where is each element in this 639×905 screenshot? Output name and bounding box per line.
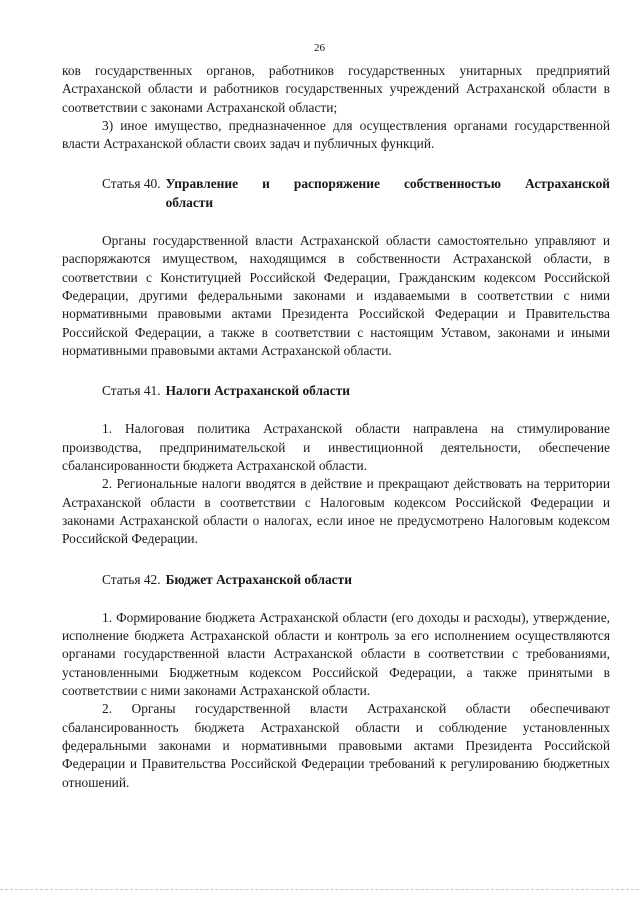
- article-41-title: Налоги Астраханской области: [165, 383, 350, 399]
- article-42-paragraph-2: 2. Органы государственной власти Астраханской области обеспечивают сбалансированность бюджета Астраханской области и соблюдение установленных федеральными законами и нормативными правовыми актами Президента Российской Федерации и Правительства Российской Федерации требований к регулированию бюджетных отношений.: [62, 701, 610, 790]
- article-42-title: Бюджет Астраханской области: [165, 571, 352, 587]
- article-41-label: Статья 41.: [102, 383, 161, 399]
- article-40-title-line2: области: [165, 194, 214, 210]
- article-40-title: [166, 175, 610, 212]
- article-41-heading: [62, 382, 610, 400]
- page-bottom-rule: [0, 889, 639, 890]
- article-42-heading: [62, 571, 610, 589]
- article-41-paragraph-1: 1. Налоговая политика Астраханской области направлена на стимулирование производства, предпринимательской и инвестиционной деятельности, обеспечение сбалансированности бюджета Астраханской области.: [62, 421, 610, 474]
- article-40-paragraph: Органы государственной власти Астраханской области самостоятельно управляют и распоряжаются имуществом, находящимся в собственности Астраханской области, в соответствии с Конституцией Российской Федерации, Гражданским кодексом Российской Федерации, другими федеральными законами и издаваемыми в соответствии с ними нормативными правовыми актами Президента Российской Федерации и Правительства Российской Федерации, а также в соответствии с настоящим Уставом, законами и иными нормативными правовыми актами Астраханской области.: [62, 233, 610, 358]
- intro-item-3: 3) иное имущество, предназначенное для осуществления органами государственной власти Астраханской области своих задач и публичных функций.: [62, 117, 610, 152]
- article-41-paragraph-2: 2. Региональные налоги вводятся в действие и прекращают действовать на территории Астраханской области в соответствии с Налоговым кодексом Российской Федерации и законами Астраханской области о налогах, если иное не предусмотрено Налоговым кодексом Российской Федерации.: [62, 476, 610, 547]
- article-42-label: Статья 42.: [102, 571, 161, 587]
- document-body: [62, 62, 610, 792]
- intro-paragraph: ков государственных органов, работников государственных унитарных предприятий Астраханской области и работников государственных учреждений Астраханской области в соответствии с законами Астраханской области;: [62, 63, 610, 115]
- article-40-heading: [62, 175, 610, 212]
- article-42-paragraph-1: 1. Формирование бюджета Астраханской области (его доходы и расходы), утверждение, исполнение бюджета Астраханской области и контроль за его исполнением осуществляются органами государственной власти Астраханской области в соответствии с требованиями, установленными Бюджетным кодексом Российской Федерации, а также принятыми в соответствии с ними законами Астраханской области.: [62, 609, 610, 699]
- article-40-label: Статья 40.: [102, 176, 161, 192]
- page-number: 26: [314, 42, 325, 54]
- article-40-title-line1: Управление и распоряжение собственностью Астраханской: [165, 176, 610, 192]
